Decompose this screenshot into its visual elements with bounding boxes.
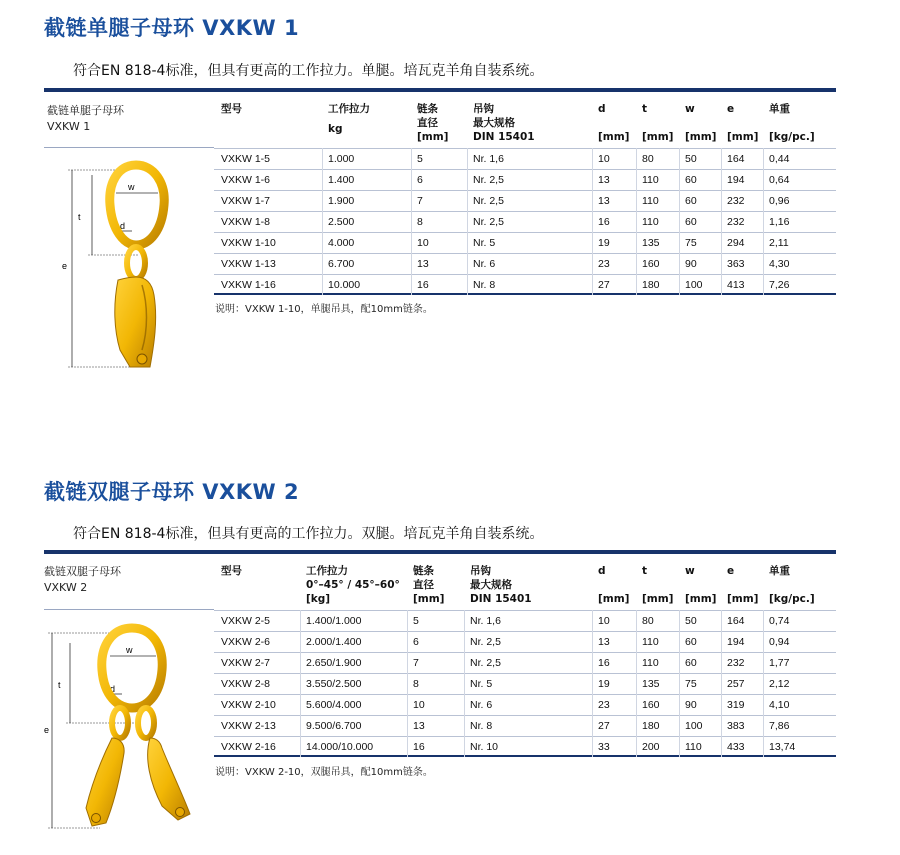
table-cell: VXKW 2-7	[221, 657, 271, 669]
table-cell: 0,94	[769, 636, 790, 648]
header-hook: 吊钩 最大规格 DIN 15401	[470, 565, 532, 605]
dim-label-t: t	[78, 212, 81, 222]
table-cell: 7,86	[769, 720, 790, 732]
table-cell: 0,74	[769, 615, 790, 627]
product-name	[47, 103, 124, 135]
table-cell: Nr. 2,5	[473, 195, 504, 207]
product-figure-double-leg	[40, 608, 200, 833]
table-cell: 19	[598, 237, 610, 249]
table-cell: 2,11	[769, 237, 789, 249]
table-cell: VXKW 1-13	[221, 258, 276, 270]
header-weight: 单重 [kg/pc.]	[769, 565, 815, 605]
table-cell: Nr. 5	[470, 678, 493, 690]
table-cell: 10	[598, 153, 610, 165]
dim-label-d: d	[120, 221, 126, 231]
table-cell: 5	[413, 615, 419, 627]
section-vxkw1	[0, 0, 900, 420]
table-row	[214, 190, 836, 211]
table-cell: 13	[417, 258, 429, 270]
table-cell: 10	[413, 699, 425, 711]
table-cell: Nr. 1,6	[470, 615, 501, 627]
dim-label-d: d	[110, 684, 116, 694]
table-cell: Nr. 2,5	[473, 174, 504, 186]
section-vxkw2	[0, 420, 900, 855]
table-cell: 294	[727, 237, 745, 249]
table-cell: 80	[642, 615, 654, 627]
table-cell: 8	[413, 678, 419, 690]
section-title: 截链双腿子母环 VXKW 2	[44, 480, 300, 504]
table-cell: 2.000/1.400	[306, 636, 362, 648]
column-separator	[763, 148, 764, 295]
column-separator	[464, 610, 465, 757]
table-cell: 0,44	[769, 153, 790, 165]
header-d: d [mm]	[598, 565, 630, 605]
table-row	[214, 736, 836, 757]
spec-table	[214, 148, 836, 298]
table-cell: 110	[642, 657, 659, 669]
table-cell: 100	[685, 720, 703, 732]
table-cell: 75	[685, 678, 697, 690]
table-cell: 6	[413, 636, 419, 648]
column-separator	[467, 148, 468, 295]
table-row	[214, 253, 836, 274]
table-cell: 16	[417, 279, 429, 291]
table-cell: 1,77	[769, 657, 790, 669]
table-cell: 1.400/1.000	[306, 615, 362, 627]
section-description: 符合EN 818-4标准，但具有更高的工作拉力。双腿。培瓦克羊角自装系统。	[73, 526, 544, 542]
table-cell: 50	[685, 615, 697, 627]
table-cell: 13,74	[769, 741, 796, 753]
header-weight: 单重 [kg/pc.]	[769, 103, 815, 143]
table-row	[214, 631, 836, 652]
table-cell: 110	[642, 174, 659, 186]
table-cell: 6	[417, 174, 423, 186]
header-rule	[44, 550, 836, 554]
table-cell: 5.600/4.000	[306, 699, 362, 711]
table-note: 说明：VXKW 2-10，双腿吊具，配10mm链条。	[215, 767, 433, 778]
header-model: 型号	[221, 565, 242, 577]
product-name	[44, 564, 121, 596]
table-row	[214, 169, 836, 190]
table-cell: 164	[727, 615, 745, 627]
table-cell: 110	[642, 216, 659, 228]
table-cell: Nr. 5	[473, 237, 496, 249]
header-t: t [mm]	[642, 565, 674, 605]
table-cell: 160	[642, 699, 660, 711]
table-cell: 4.000	[328, 237, 355, 249]
column-separator	[721, 610, 722, 757]
table-cell: 363	[727, 258, 745, 270]
section-description: 符合EN 818-4标准，但具有更高的工作拉力。单腿。培瓦克羊角自装系统。	[73, 63, 544, 79]
table-cell: 232	[727, 657, 745, 669]
table-cell: Nr. 8	[473, 279, 496, 291]
table-cell: 23	[598, 258, 610, 270]
table-cell: 60	[685, 216, 697, 228]
table-cell: Nr. 2,5	[473, 216, 504, 228]
header-model: 型号	[221, 103, 242, 115]
product-name-cn: 截链双腿子母环	[44, 565, 121, 578]
table-cell: 232	[727, 195, 745, 207]
table-cell: VXKW 2-16	[221, 741, 276, 753]
section-title: 截链单腿子母环 VXKW 1	[44, 16, 300, 40]
table-cell: VXKW 2-5	[221, 615, 271, 627]
table-cell: 60	[685, 657, 697, 669]
table-cell: 23	[598, 699, 610, 711]
header-hook: 吊钩 最大规格 DIN 15401	[473, 103, 535, 143]
column-separator	[407, 610, 408, 757]
table-cell: VXKW 2-8	[221, 678, 271, 690]
table-row	[214, 694, 836, 715]
header-d: d [mm]	[598, 103, 630, 143]
dim-label-w: w	[126, 645, 133, 655]
table-cell: Nr. 2,5	[470, 636, 501, 648]
header-e: e [mm]	[727, 103, 759, 143]
table-cell: 13	[413, 720, 425, 732]
table-cell: 180	[642, 279, 660, 291]
table-cell: 60	[685, 195, 697, 207]
header-w: w [mm]	[685, 565, 717, 605]
header-t: t [mm]	[642, 103, 674, 143]
table-cell: Nr. 6	[470, 699, 493, 711]
table-cell: 13	[598, 195, 610, 207]
table-cell: 194	[727, 636, 745, 648]
table-cell: Nr. 10	[470, 741, 499, 753]
column-separator	[411, 148, 412, 295]
product-name-cn: 截链单腿子母环	[47, 104, 124, 117]
table-row	[214, 610, 836, 631]
table-cell: 110	[642, 195, 659, 207]
table-cell: 33	[598, 741, 610, 753]
product-code: VXKW 2	[44, 581, 88, 594]
table-cell: 27	[598, 720, 610, 732]
table-row	[214, 232, 836, 253]
table-cell: 1.400	[328, 174, 355, 186]
column-separator	[721, 148, 722, 295]
column-separator	[636, 148, 637, 295]
product-code: VXKW 1	[47, 120, 91, 133]
table-cell: 2,12	[769, 678, 790, 690]
table-cell: 135	[642, 237, 660, 249]
column-separator	[763, 610, 764, 757]
table-cell: 7	[413, 657, 419, 669]
table-cell: 19	[598, 678, 610, 690]
table-cell: 0,96	[769, 195, 790, 207]
table-cell: 110	[685, 741, 702, 753]
table-cell: 413	[727, 279, 745, 291]
table-cell: Nr. 2,5	[470, 657, 501, 669]
table-cell: 13	[598, 174, 610, 186]
header-wll: 工作拉力 kg	[328, 103, 370, 135]
dim-label-w: w	[128, 182, 135, 192]
table-cell: 90	[685, 699, 697, 711]
table-row	[214, 673, 836, 694]
column-separator	[592, 148, 593, 295]
table-cell: 1.000	[328, 153, 355, 165]
dim-label-e: e	[44, 725, 50, 735]
table-row	[214, 715, 836, 736]
table-cell: 60	[685, 636, 697, 648]
table-cell: VXKW 2-10	[221, 699, 276, 711]
table-cell: 194	[727, 174, 745, 186]
header-chain: 链条 直径 [mm]	[413, 565, 445, 605]
column-separator	[592, 610, 593, 757]
table-cell: 10	[598, 615, 610, 627]
table-row	[214, 148, 836, 169]
table-cell: 1,16	[769, 216, 790, 228]
table-cell: VXKW 1-10	[221, 237, 276, 249]
table-cell: 383	[727, 720, 745, 732]
product-figure-single-leg	[58, 145, 208, 375]
table-cell: 50	[685, 153, 697, 165]
column-separator	[679, 148, 680, 295]
table-cell: 100	[685, 279, 703, 291]
header-chain: 链条 直径 [mm]	[417, 103, 449, 143]
table-cell: 7	[417, 195, 423, 207]
table-cell: Nr. 6	[473, 258, 496, 270]
dim-label-e: e	[62, 261, 68, 271]
table-cell: 14.000/10.000	[306, 741, 374, 753]
table-cell: 10	[417, 237, 429, 249]
table-cell: 4,10	[769, 699, 790, 711]
table-cell: VXKW 1-6	[221, 174, 271, 186]
table-cell: 160	[642, 258, 660, 270]
table-cell: 13	[598, 636, 610, 648]
table-cell: 10.000	[328, 279, 361, 291]
header-wll: 工作拉力 0°–45° / 45°–60° [kg]	[306, 565, 400, 605]
table-cell: 16	[413, 741, 425, 753]
table-cell: 1.900	[328, 195, 355, 207]
table-cell: 7,26	[769, 279, 790, 291]
header-rule	[44, 88, 836, 92]
table-cell: 6.700	[328, 258, 355, 270]
table-cell: 2.650/1.900	[306, 657, 362, 669]
table-cell: 16	[598, 657, 610, 669]
dim-label-t: t	[58, 680, 61, 690]
table-cell: 3.550/2.500	[306, 678, 362, 690]
table-row	[214, 211, 836, 232]
table-cell: 135	[642, 678, 660, 690]
table-cell: 0,64	[769, 174, 790, 186]
table-cell: 433	[727, 741, 745, 753]
column-separator	[636, 610, 637, 757]
table-cell: 319	[727, 699, 745, 711]
table-cell: 16	[598, 216, 610, 228]
table-row	[214, 652, 836, 673]
table-cell: 2.500	[328, 216, 355, 228]
table-cell: Nr. 8	[470, 720, 493, 732]
table-cell: 200	[642, 741, 660, 753]
table-cell: VXKW 1-8	[221, 216, 271, 228]
table-cell: 9.500/6.700	[306, 720, 362, 732]
table-cell: VXKW 1-16	[221, 279, 276, 291]
table-cell: 75	[685, 237, 697, 249]
table-cell: VXKW 2-6	[221, 636, 271, 648]
column-separator	[322, 148, 323, 295]
table-cell: 180	[642, 720, 660, 732]
table-cell: 5	[417, 153, 423, 165]
header-w: w [mm]	[685, 103, 717, 143]
table-cell: 27	[598, 279, 610, 291]
column-separator	[679, 610, 680, 757]
table-cell: VXKW 1-7	[221, 195, 271, 207]
table-cell: Nr. 1,6	[473, 153, 504, 165]
spec-table	[214, 610, 836, 760]
table-cell: VXKW 2-13	[221, 720, 276, 732]
table-cell: 80	[642, 153, 654, 165]
table-cell: 257	[727, 678, 745, 690]
table-cell: 164	[727, 153, 745, 165]
column-separator	[300, 610, 301, 757]
table-note: 说明：VXKW 1-10，单腿吊具，配10mm链条。	[215, 304, 433, 315]
header-e: e [mm]	[727, 565, 759, 605]
table-cell: 8	[417, 216, 423, 228]
table-row	[214, 274, 836, 295]
table-cell: VXKW 1-5	[221, 153, 271, 165]
table-cell: 4,30	[769, 258, 790, 270]
table-cell: 90	[685, 258, 697, 270]
table-cell: 60	[685, 174, 697, 186]
table-cell: 110	[642, 636, 659, 648]
table-cell: 232	[727, 216, 745, 228]
